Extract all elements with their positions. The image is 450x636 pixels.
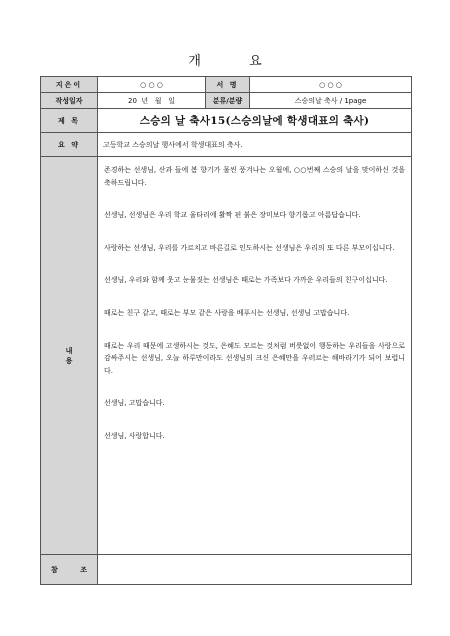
subject-value: 스승의 날 축사15(스승의날에 학생대표의 축사) [98,109,412,133]
date-row [41,93,412,109]
content-body [98,157,412,555]
author-label: 지은이 [41,77,98,93]
content-paragraph: 선생님, 선생님은 우리 학교 울타리에 활짝 핀 붉은 장미보다 향기롭고 아름답습니다. [104,211,361,220]
category-value: 스승의날 축사 / 1page [250,93,412,109]
summary-value: 고등학교 스승의날 행사에서 학생대표의 축사. [98,133,412,157]
signature-value: ○ ○ ○ [250,77,412,93]
content-paragraph: 선생님, 사랑합니다. [104,431,165,440]
reference-row [41,555,412,585]
content-label: 내 용 [41,157,98,555]
category-label: 분류/분량 [206,93,250,109]
date-label: 작성일자 [41,93,98,109]
summary-label: 요 약 [41,133,98,157]
date-value: 20 년 월 일 [98,93,206,109]
document-title: 개 요 [188,54,284,69]
content-paragraph: 때로는 우리 때문에 고생하시는 것도, 은혜도 모르는 것처럼 버릇없이 행동하는 우리들을 사랑으로 감싸주시는 선생님, 오늘 하루만이라도 선생님의 크신 은혜만을 우러르는 해바라기가 되어 보렵니다. [104,341,405,375]
overview-form [40,76,412,585]
author-value: ○ ○ ○ [98,77,206,93]
reference-label: 참 조 [41,555,98,585]
reference-value [98,555,412,585]
content-row [41,157,412,555]
summary-row [41,133,412,157]
author-row [41,77,412,93]
subject-label: 제 목 [41,109,98,133]
signature-label: 서 명 [206,77,250,93]
content-paragraph: 때로는 친구 같고, 때로는 부모 같은 사랑을 베푸시는 선생님, 선생님 고맙습니다. [104,308,350,317]
subject-row [41,109,412,133]
content-paragraph: 선생님, 우리와 함께 웃고 눈물짓는 선생님은 때로는 가족보다 가까운 우리들의 친구이십니다. [104,276,388,285]
content-paragraph: 선생님, 고맙습니다. [104,399,165,408]
content-paragraph: 존경하는 선생님, 산과 들에 봄 향기가 물씬 풍겨나는 오월에, ○○번째 스승의 날을 맞이하신 것을 축하드립니다. [104,166,405,187]
content-paragraph: 사랑하는 선생님, 우리를 가르치고 바른길로 인도하시는 선생님은 우리의 또 다른 부모이십니다. [104,243,395,252]
